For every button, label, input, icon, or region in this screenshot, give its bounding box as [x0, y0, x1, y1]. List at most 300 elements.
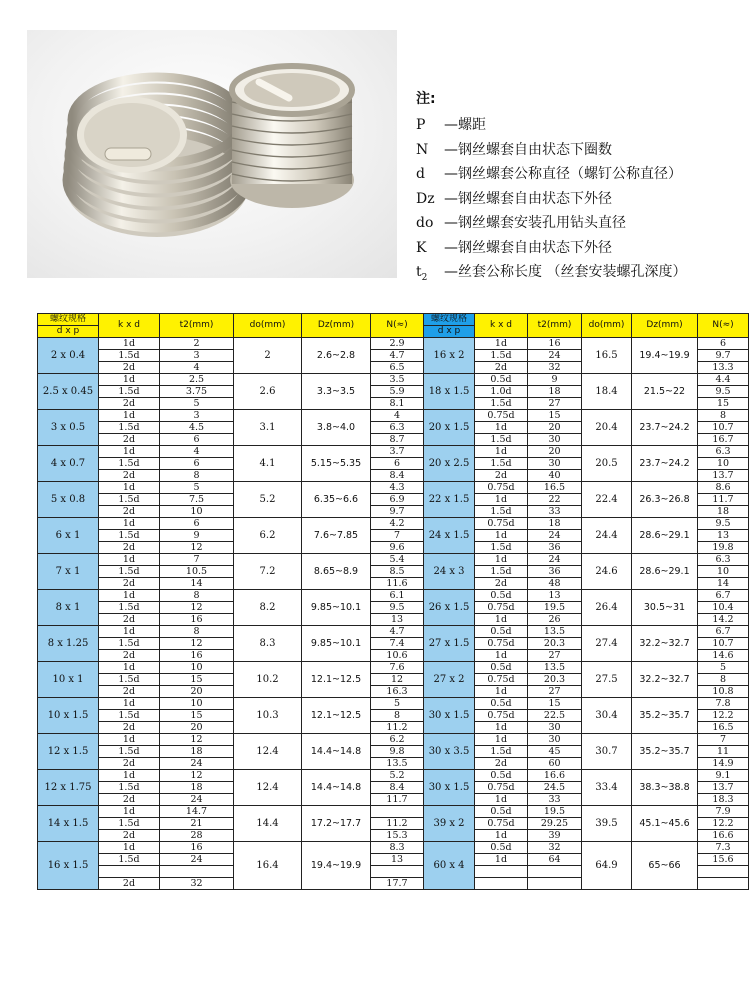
thread-spec-left: 12 x 1.5	[38, 734, 99, 770]
t2-cell-left: 5	[160, 482, 234, 494]
n-cell-left: 6.2	[371, 734, 424, 746]
kxd-cell-left: 1d	[99, 770, 160, 782]
dz-cell-right: 35.2~35.7	[632, 734, 698, 770]
note-key-text: P	[416, 117, 426, 133]
n-cell-right: 6.7	[698, 590, 749, 602]
dz-cell-left: 17.2~17.7	[302, 806, 371, 842]
kxd-cell-left: 1.5d	[99, 818, 160, 830]
thread-spec-right: 27 x 1.5	[424, 626, 475, 662]
left-coil	[65, 77, 249, 237]
dz-cell-left: 5.15~5.35	[302, 446, 371, 482]
kxd-cell-right: 0.5d	[475, 374, 528, 386]
t2-cell-left: 9	[160, 530, 234, 542]
t2-cell-left: 8	[160, 626, 234, 638]
dz-cell-left: 9.85~10.1	[302, 626, 371, 662]
kxd-cell-right: 0.75d	[475, 782, 528, 794]
kxd-cell-right: 0.5d	[475, 662, 528, 674]
n-cell-right: 13.7	[698, 782, 749, 794]
t2-cell-left: 15	[160, 674, 234, 686]
note-line	[416, 237, 686, 262]
spec-sub-right: d x p	[424, 326, 475, 338]
kxd-cell-left: 2d	[99, 830, 160, 842]
kxd-cell-right: 1.5d	[475, 542, 528, 554]
thread-spec-right: 30 x 3.5	[424, 734, 475, 770]
kxd-cell-left: 1.5d	[99, 494, 160, 506]
do-cell-right: 22.4	[582, 482, 632, 518]
kxd-cell-left: 2d	[99, 362, 160, 374]
kxd-cell-left: 1d	[99, 734, 160, 746]
n-cell-left: 12	[371, 674, 424, 686]
kxd-cell-left: 2d	[99, 650, 160, 662]
kxd-cell-right: 1.5d	[475, 566, 528, 578]
t2-cell-left: 16	[160, 614, 234, 626]
t2-cell-right: 32	[528, 362, 582, 374]
dz-cell-left: 7.6~7.85	[302, 518, 371, 554]
n-cell-left: 11.7	[371, 794, 424, 806]
n-cell-right: 12.2	[698, 818, 749, 830]
dz-cell-right: 30.5~31	[632, 590, 698, 626]
t2-cell-left: 8	[160, 590, 234, 602]
kxd-cell-left: 1d	[99, 410, 160, 422]
n-cell-right: 18	[698, 506, 749, 518]
col-kxd-right: k x d	[475, 314, 528, 338]
dz-cell-right: 32.2~32.7	[632, 662, 698, 698]
t2-cell-right: 36	[528, 566, 582, 578]
kxd-cell-left: 1.5d	[99, 638, 160, 650]
table-row	[38, 734, 749, 746]
kxd-cell-left: 2d	[99, 470, 160, 482]
note-key	[416, 264, 444, 283]
thread-spec-left: 6 x 1	[38, 518, 99, 554]
table-row	[38, 662, 749, 674]
n-cell-right: 5	[698, 662, 749, 674]
note-text: —钢丝螺套自由状态下外径	[444, 190, 612, 207]
t2-cell-right: 27	[528, 686, 582, 698]
n-cell-right: 14.9	[698, 758, 749, 770]
n-cell-left: 7.6	[371, 662, 424, 674]
n-cell-left: 11.6	[371, 578, 424, 590]
t2-cell-right: 16	[528, 338, 582, 350]
t2-cell-left: 3	[160, 410, 234, 422]
t2-cell-right: 40	[528, 470, 582, 482]
t2-cell-left: 2.5	[160, 374, 234, 386]
do-cell-right: 26.4	[582, 590, 632, 626]
kxd-cell-right: 1.5d	[475, 350, 528, 362]
note-line	[416, 212, 686, 237]
kxd-cell-right: 0.75d	[475, 602, 528, 614]
dz-cell-left: 14.4~14.8	[302, 734, 371, 770]
t2-cell-left: 10	[160, 698, 234, 710]
kxd-cell-right	[475, 878, 528, 890]
kxd-cell-left: 1d	[99, 806, 160, 818]
n-cell-right: 6.3	[698, 446, 749, 458]
n-cell-left: 17.7	[371, 878, 424, 890]
t2-cell-right	[528, 878, 582, 890]
n-cell-left: 8.5	[371, 566, 424, 578]
t2-cell-right: 26	[528, 614, 582, 626]
kxd-cell-left: 1.5d	[99, 530, 160, 542]
t2-cell-left: 3	[160, 350, 234, 362]
do-cell-left: 2	[234, 338, 302, 374]
n-cell-right: 9.5	[698, 518, 749, 530]
n-cell-right: 6	[698, 338, 749, 350]
kxd-cell-left: 1.5d	[99, 602, 160, 614]
note-key-text: N	[416, 141, 429, 158]
note-key-text: t	[416, 264, 422, 280]
dz-cell-left: 19.4~19.9	[302, 842, 371, 890]
note-key-text: d	[416, 166, 425, 182]
dz-cell-left: 9.85~10.1	[302, 590, 371, 626]
dz-cell-right: 19.4~19.9	[632, 338, 698, 374]
note-line	[416, 188, 686, 213]
kxd-cell-left: 2d	[99, 686, 160, 698]
t2-cell-left: 16	[160, 842, 234, 854]
n-cell-left: 9.7	[371, 506, 424, 518]
do-cell-right: 30.7	[582, 734, 632, 770]
t2-cell-right: 16.5	[528, 482, 582, 494]
t2-cell-right: 15	[528, 698, 582, 710]
kxd-cell-left: 2d	[99, 398, 160, 410]
kxd-cell-left: 2d	[99, 758, 160, 770]
t2-cell-left: 12	[160, 638, 234, 650]
kxd-cell-right: 1d	[475, 338, 528, 350]
t2-cell-right	[528, 866, 582, 878]
kxd-cell-left: 1.5d	[99, 710, 160, 722]
kxd-cell-right: 1d	[475, 554, 528, 566]
thread-spec-left: 5 x 0.8	[38, 482, 99, 518]
t2-cell-left: 10	[160, 662, 234, 674]
t2-cell-right: 13.5	[528, 626, 582, 638]
n-cell-left: 7.4	[371, 638, 424, 650]
kxd-cell-left: 1d	[99, 554, 160, 566]
spec-sub-left: d x p	[38, 326, 99, 338]
kxd-cell-left: 1.5d	[99, 422, 160, 434]
do-cell-left: 14.4	[234, 806, 302, 842]
n-cell-right: 15.6	[698, 854, 749, 866]
kxd-cell-left: 2d	[99, 794, 160, 806]
do-cell-left: 10.3	[234, 698, 302, 734]
n-cell-left: 8.3	[371, 842, 424, 854]
table-row	[38, 806, 749, 818]
t2-cell-left: 10	[160, 506, 234, 518]
do-cell-left: 6.2	[234, 518, 302, 554]
kxd-cell-right: 0.75d	[475, 518, 528, 530]
t2-cell-right: 29.25	[528, 818, 582, 830]
kxd-cell-right: 1d	[475, 494, 528, 506]
do-cell-right: 16.5	[582, 338, 632, 374]
kxd-cell-right: 0.75d	[475, 674, 528, 686]
t2-cell-right: 16.6	[528, 770, 582, 782]
thread-spec-left: 16 x 1.5	[38, 842, 99, 890]
dz-cell-right: 26.3~26.8	[632, 482, 698, 518]
n-cell-right: 10.8	[698, 686, 749, 698]
t2-cell-right: 33	[528, 506, 582, 518]
table-row	[38, 770, 749, 782]
t2-cell-left: 4.5	[160, 422, 234, 434]
col-dz-right: Dz(mm)	[632, 314, 698, 338]
dz-cell-right: 38.3~38.8	[632, 770, 698, 806]
table-row	[38, 518, 749, 530]
kxd-cell-right: 2d	[475, 362, 528, 374]
product-photo	[27, 30, 397, 278]
thread-spec-left: 2 x 0.4	[38, 338, 99, 374]
t2-cell-left: 20	[160, 686, 234, 698]
n-cell-left: 4.7	[371, 626, 424, 638]
n-cell-right: 10	[698, 458, 749, 470]
t2-cell-left: 28	[160, 830, 234, 842]
col-n-right: N(≈)	[698, 314, 749, 338]
kxd-cell-right: 0.75d	[475, 710, 528, 722]
t2-cell-left: 3.75	[160, 386, 234, 398]
kxd-cell-right: 1d	[475, 650, 528, 662]
note-key	[416, 215, 444, 231]
kxd-cell-left: 1.5d	[99, 782, 160, 794]
do-cell-left: 2.6	[234, 374, 302, 410]
n-cell-right: 7	[698, 734, 749, 746]
dz-cell-right: 23.7~24.2	[632, 446, 698, 482]
n-cell-left: 7	[371, 530, 424, 542]
kxd-cell-left: 2d	[99, 614, 160, 626]
table-row	[38, 842, 749, 854]
t2-cell-left: 6	[160, 518, 234, 530]
t2-cell-right: 64	[528, 854, 582, 866]
do-cell-right: 20.4	[582, 410, 632, 446]
do-cell-left: 8.3	[234, 626, 302, 662]
note-key	[416, 117, 444, 133]
n-cell-right: 13.7	[698, 470, 749, 482]
col-t2-right: t2(mm)	[528, 314, 582, 338]
thread-spec-right: 30 x 1.5	[424, 770, 475, 806]
t2-cell-right: 30	[528, 734, 582, 746]
t2-cell-left: 32	[160, 878, 234, 890]
n-cell-left: 2.9	[371, 338, 424, 350]
kxd-cell-right: 0.5d	[475, 806, 528, 818]
dz-cell-right: 28.6~29.1	[632, 518, 698, 554]
n-cell-right: 8.6	[698, 482, 749, 494]
kxd-cell-right: 1.5d	[475, 434, 528, 446]
table-row	[38, 482, 749, 494]
t2-cell-right: 30	[528, 458, 582, 470]
t2-cell-right: 39	[528, 830, 582, 842]
t2-cell-right: 18	[528, 386, 582, 398]
note-text: —丝套公称长度 （丝套安装螺孔深度）	[444, 264, 687, 280]
t2-cell-right: 18	[528, 518, 582, 530]
thread-spec-left: 2.5 x 0.45	[38, 374, 99, 410]
kxd-cell-right: 1.0d	[475, 386, 528, 398]
col-do-right: do(mm)	[582, 314, 632, 338]
kxd-cell-left: 1d	[99, 626, 160, 638]
t2-cell-left: 8	[160, 470, 234, 482]
n-cell-right: 6.3	[698, 554, 749, 566]
t2-cell-left: 4	[160, 446, 234, 458]
n-cell-right: 13	[698, 530, 749, 542]
do-cell-left: 7.2	[234, 554, 302, 590]
t2-cell-left: 2	[160, 338, 234, 350]
thread-spec-right: 22 x 1.5	[424, 482, 475, 518]
thread-spec-left: 7 x 1	[38, 554, 99, 590]
col-kxd-left: k x d	[99, 314, 160, 338]
thread-spec-left: 12 x 1.75	[38, 770, 99, 806]
kxd-cell-left: 2d	[99, 542, 160, 554]
table-row	[38, 626, 749, 638]
kxd-cell-right: 0.75d	[475, 482, 528, 494]
n-cell-left: 8.1	[371, 398, 424, 410]
do-cell-right: 64.9	[582, 842, 632, 890]
t2-cell-right: 22	[528, 494, 582, 506]
n-cell-right: 10.7	[698, 422, 749, 434]
n-cell-right: 19.8	[698, 542, 749, 554]
kxd-cell-right: 1.5d	[475, 398, 528, 410]
t2-cell-left: 15	[160, 710, 234, 722]
n-cell-right: 9.1	[698, 770, 749, 782]
n-cell-right: 7.8	[698, 698, 749, 710]
kxd-cell-left: 1d	[99, 698, 160, 710]
table-row	[38, 590, 749, 602]
n-cell-left: 3.5	[371, 374, 424, 386]
t2-cell-left: 6	[160, 458, 234, 470]
kxd-cell-right: 1d	[475, 686, 528, 698]
dz-cell-left: 6.35~6.6	[302, 482, 371, 518]
t2-cell-right: 30	[528, 722, 582, 734]
do-cell-right: 24.4	[582, 518, 632, 554]
notes-legend	[416, 88, 686, 286]
right-coil	[230, 66, 354, 208]
kxd-cell-left: 1.5d	[99, 746, 160, 758]
dz-cell-left: 8.65~8.9	[302, 554, 371, 590]
thread-spec-right: 18 x 1.5	[424, 374, 475, 410]
n-cell-right: 8	[698, 410, 749, 422]
spec-label-left: 螺纹规格	[38, 314, 99, 326]
dz-cell-left: 12.1~12.5	[302, 698, 371, 734]
do-cell-left: 12.4	[234, 734, 302, 770]
n-cell-left: 5.2	[371, 770, 424, 782]
t2-cell-right: 36	[528, 542, 582, 554]
do-cell-right: 30.4	[582, 698, 632, 734]
t2-cell-right: 60	[528, 758, 582, 770]
thread-spec-left: 10 x 1.5	[38, 698, 99, 734]
n-cell-right: 6.7	[698, 626, 749, 638]
kxd-cell-left: 1d	[99, 842, 160, 854]
dz-cell-left: 3.3~3.5	[302, 374, 371, 410]
n-cell-left: 8	[371, 710, 424, 722]
wire-thread-insert-image	[27, 30, 397, 278]
col-do-left: do(mm)	[234, 314, 302, 338]
kxd-cell-right: 1d	[475, 830, 528, 842]
note-line	[416, 261, 686, 286]
t2-cell-right: 27	[528, 398, 582, 410]
kxd-cell-right: 0.5d	[475, 770, 528, 782]
dz-cell-left: 3.8~4.0	[302, 410, 371, 446]
kxd-cell-right: 0.75d	[475, 638, 528, 650]
t2-cell-left: 21	[160, 818, 234, 830]
thread-spec-right: 24 x 3	[424, 554, 475, 590]
kxd-cell-left: 2d	[99, 434, 160, 446]
t2-cell-left: 18	[160, 782, 234, 794]
n-cell-right: 16.7	[698, 434, 749, 446]
t2-cell-right: 20.3	[528, 674, 582, 686]
n-cell-left: 5	[371, 698, 424, 710]
do-cell-right: 27.4	[582, 626, 632, 662]
kxd-cell-right: 1d	[475, 446, 528, 458]
thread-spec-right: 26 x 1.5	[424, 590, 475, 626]
kxd-cell-right: 0.5d	[475, 590, 528, 602]
kxd-cell-left: 1.5d	[99, 458, 160, 470]
n-cell-left: 8.7	[371, 434, 424, 446]
dz-cell-left: 2.6~2.8	[302, 338, 371, 374]
t2-cell-left: 20	[160, 722, 234, 734]
t2-cell-left	[160, 866, 234, 878]
dz-cell-right: 45.1~45.6	[632, 806, 698, 842]
header-row-1	[38, 314, 749, 326]
kxd-cell-left: 1.5d	[99, 350, 160, 362]
thread-spec-left: 4 x 0.7	[38, 446, 99, 482]
kxd-cell-left: 1d	[99, 482, 160, 494]
t2-cell-left: 14.7	[160, 806, 234, 818]
n-cell-right: 14	[698, 578, 749, 590]
table-row	[38, 410, 749, 422]
note-line	[416, 139, 686, 164]
n-cell-left: 8.4	[371, 782, 424, 794]
t2-cell-right: 27	[528, 650, 582, 662]
n-cell-right: 13.3	[698, 362, 749, 374]
n-cell-left: 5.9	[371, 386, 424, 398]
kxd-cell-right: 2d	[475, 758, 528, 770]
thread-spec-left: 8 x 1	[38, 590, 99, 626]
dz-cell-right: 28.6~29.1	[632, 554, 698, 590]
n-cell-left: 15.3	[371, 830, 424, 842]
kxd-cell-left: 1d	[99, 446, 160, 458]
t2-cell-left: 4	[160, 362, 234, 374]
note-key-text: Dz	[416, 190, 435, 207]
table-row	[38, 698, 749, 710]
n-cell-right	[698, 866, 749, 878]
n-cell-left: 6.3	[371, 422, 424, 434]
n-cell-left: 5.4	[371, 554, 424, 566]
kxd-cell-right: 0.5d	[475, 698, 528, 710]
do-cell-left: 16.4	[234, 842, 302, 890]
t2-cell-left: 12	[160, 770, 234, 782]
t2-cell-right: 24	[528, 554, 582, 566]
t2-cell-right: 15	[528, 410, 582, 422]
dz-cell-right: 35.2~35.7	[632, 698, 698, 734]
t2-cell-right: 13.5	[528, 662, 582, 674]
dz-cell-left: 14.4~14.8	[302, 770, 371, 806]
n-cell-right: 16.6	[698, 830, 749, 842]
note-key	[416, 240, 444, 256]
kxd-cell-left: 1d	[99, 374, 160, 386]
thread-spec-left: 14 x 1.5	[38, 806, 99, 842]
t2-cell-left: 5	[160, 398, 234, 410]
kxd-cell-left: 1d	[99, 338, 160, 350]
n-cell-right: 12.2	[698, 710, 749, 722]
t2-cell-right: 24.5	[528, 782, 582, 794]
kxd-cell-right: 1.5d	[475, 746, 528, 758]
n-cell-left: 9.8	[371, 746, 424, 758]
n-cell-right: 10.7	[698, 638, 749, 650]
t2-cell-right: 9	[528, 374, 582, 386]
note-line	[416, 163, 686, 188]
t2-cell-left: 16	[160, 650, 234, 662]
n-cell-left: 13.5	[371, 758, 424, 770]
do-cell-right: 24.6	[582, 554, 632, 590]
kxd-cell-right: 2d	[475, 578, 528, 590]
t2-cell-left: 6	[160, 434, 234, 446]
table-row	[38, 446, 749, 458]
thread-spec-left: 10 x 1	[38, 662, 99, 698]
do-cell-left: 10.2	[234, 662, 302, 698]
n-cell-left: 4.3	[371, 482, 424, 494]
do-cell-right: 20.5	[582, 446, 632, 482]
